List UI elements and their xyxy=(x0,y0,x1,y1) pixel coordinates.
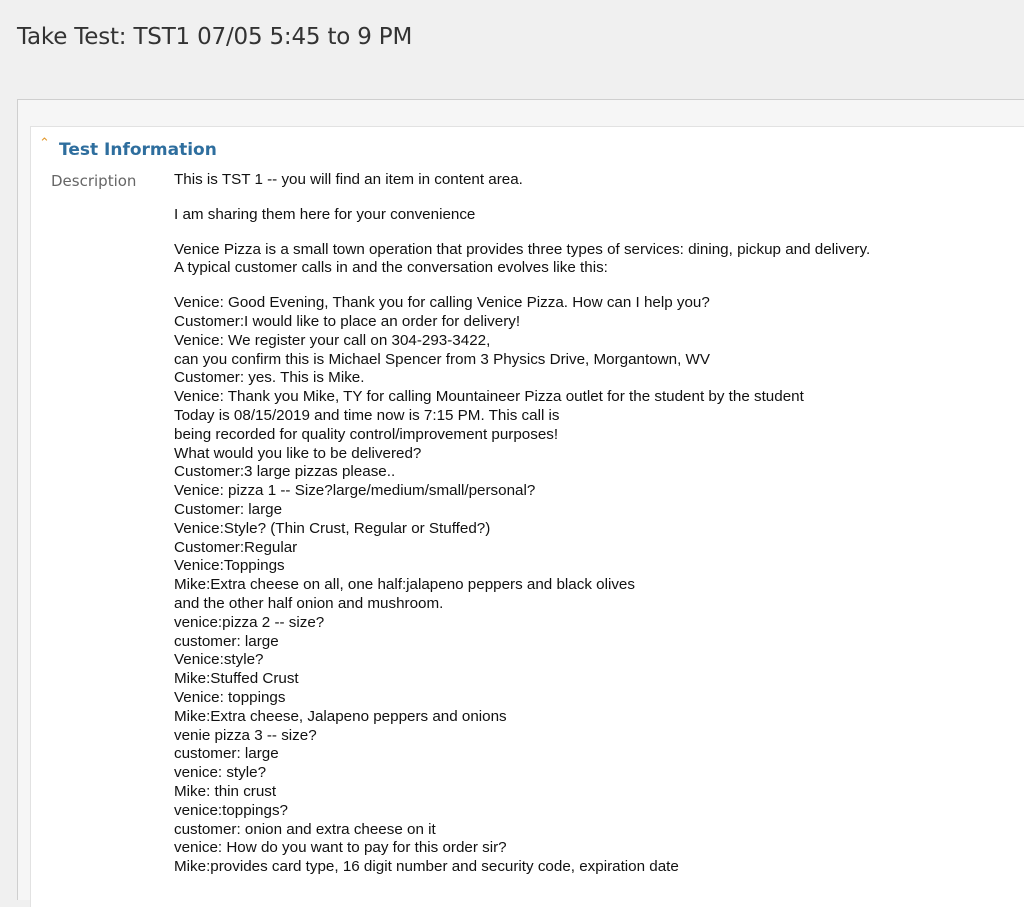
description-line: Venice: We register your call on 304-293-3422, xyxy=(174,331,491,349)
description-line: Venice:Toppings xyxy=(174,557,285,575)
description-line: Mike:provides card type, 16 digit number and security code, expiration date xyxy=(174,858,679,876)
description-line: venice: style? xyxy=(174,764,267,782)
description-line: This is TST 1 -- you will find an item in content area. xyxy=(174,171,523,188)
description-line: Customer:I would like to place an order for delivery! xyxy=(174,312,521,330)
description-line: and the other half onion and mushroom. xyxy=(174,594,444,612)
description-line: venice:pizza 2 -- size? xyxy=(174,613,325,631)
description-line: being recorded for quality control/improvement purposes! xyxy=(174,425,559,443)
description-body xyxy=(174,171,1024,893)
test-information-section xyxy=(30,126,1024,907)
description-line: Venice:style? xyxy=(174,651,264,669)
description-label: Description xyxy=(51,172,137,190)
description-line: What would you like to be delivered? xyxy=(174,444,422,462)
description-paragraph xyxy=(174,206,1024,225)
description-line: Venice:Style? (Thin Crust, Regular or Stuffed?) xyxy=(174,519,491,537)
description-line: Customer: large xyxy=(174,500,283,518)
description-line: Mike: thin crust xyxy=(174,782,277,800)
description-line: A typical customer calls in and the conversation evolves like this: xyxy=(174,259,608,277)
collapse-chevron-icon[interactable]: ⌃ xyxy=(39,136,50,151)
description-line: customer: large xyxy=(174,632,279,650)
description-paragraph xyxy=(174,241,1024,279)
description-line: Mike:Extra cheese on all, one half:jalapeno peppers and black olives xyxy=(174,576,635,594)
description-line: customer: onion and extra cheese on it xyxy=(174,820,436,838)
description-paragraph xyxy=(174,294,1024,877)
description-line: Today is 08/15/2019 and time now is 7:15 PM. This call is xyxy=(174,406,560,424)
description-line: Venice: Good Evening, Thank you for calling Venice Pizza. How can I help you? xyxy=(174,294,710,312)
description-line: venice: How do you want to pay for this order sir? xyxy=(174,839,507,857)
description-line: Customer:Regular xyxy=(174,538,298,556)
description-line: Venice Pizza is a small town operation that provides three types of services: dining, pickup and delivery. xyxy=(174,240,871,258)
page-title: Take Test: TST1 07/05 5:45 to 9 PM xyxy=(17,24,413,50)
description-line: I am sharing them here for your convenience xyxy=(174,205,476,223)
test-information-heading[interactable]: Test Information xyxy=(59,140,217,160)
description-line: Venice: toppings xyxy=(174,688,286,706)
description-line: Customer:3 large pizzas please.. xyxy=(174,463,396,481)
description-line: Mike:Stuffed Crust xyxy=(174,670,299,688)
description-line: customer: large xyxy=(174,745,279,763)
description-line: Customer: yes. This is Mike. xyxy=(174,369,365,387)
description-line: Venice: Thank you Mike, TY for calling Mountaineer Pizza outlet for the student by the student xyxy=(174,388,804,406)
description-paragraph xyxy=(174,171,1024,190)
description-line: Venice: pizza 1 -- Size?large/medium/small/personal? xyxy=(174,482,536,500)
test-content-panel xyxy=(17,99,1024,900)
description-line: venice:toppings? xyxy=(174,801,288,819)
description-line: can you confirm this is Michael Spencer from 3 Physics Drive, Morgantown, WV xyxy=(174,350,710,368)
description-line: venie pizza 3 -- size? xyxy=(174,726,317,744)
description-line: Mike:Extra cheese, Jalapeno peppers and onions xyxy=(174,707,507,725)
